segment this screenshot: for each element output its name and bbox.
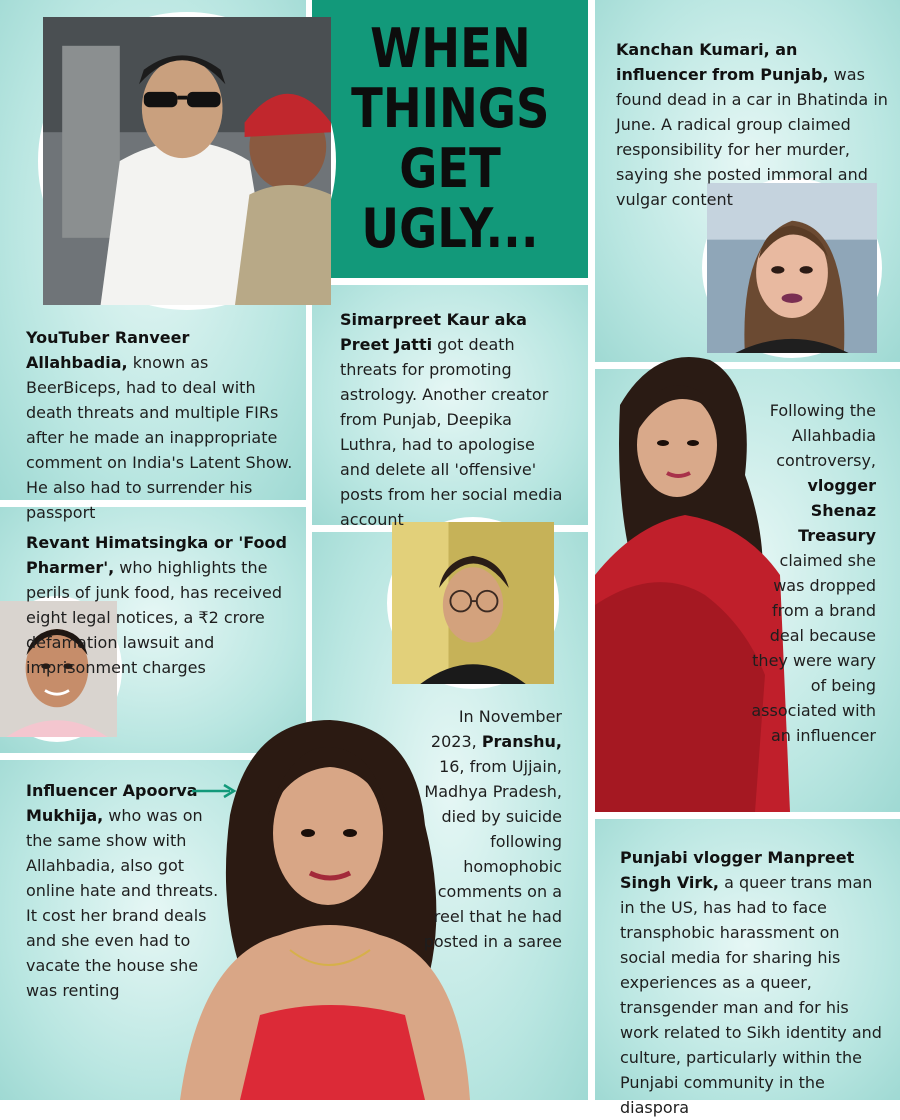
story-text: 2 crore defamation lawsuit and imprisonment charges [26, 608, 265, 677]
story-text: who was on the same show with Allahbadia, also got online hate and threats. It cost her brand deals and she even had to vacate the house she was renting [26, 806, 219, 1000]
story-ranveer [26, 325, 294, 525]
ranveer-photo-illustration [43, 17, 331, 305]
story-text: claimed she was dropped from a brand deal because they were wary of being associated with an influencer [751, 551, 876, 745]
story-text: In November 2023, [430, 707, 562, 751]
story-name: Simarpreet Kaur aka Preet Jatti [340, 310, 527, 354]
pranshu-photo [387, 517, 559, 689]
story-name: Pranshu, [481, 732, 562, 751]
headline-line: UGLY... [361, 197, 539, 260]
ranveer-photo [38, 12, 336, 310]
story-text: was found dead in a car in Bhatinda in June. A radical group claimed responsibility for her murder, saying she posted immoral and vulgar content [616, 65, 888, 209]
story-name: Kanchan Kumari, an influencer from Punjab, [616, 40, 829, 84]
story-name: YouTuber Ranveer Allahbadia, [26, 328, 190, 372]
story-apoorva [26, 778, 226, 1003]
story-name: Revant Himatsingka or 'Food Pharmer', [26, 533, 287, 577]
story-manpreet [620, 845, 882, 1120]
story-shenaz [748, 398, 876, 748]
headline-line: WHEN [369, 17, 531, 80]
story-revant [26, 530, 288, 680]
story-text: 16, from Ujjain, Madhya Pradesh, died by suicide following homophobic comments on a reel that he had posted in a saree [423, 757, 562, 951]
story-kanchan [616, 37, 888, 212]
arrow-right-icon [190, 782, 238, 800]
story-name: vlogger Shenaz Treasury [798, 476, 876, 545]
story-name: Influencer Apoorva Mukhija, [26, 781, 198, 825]
headline-line: THINGS [350, 77, 550, 140]
story-name: Punjabi vlogger Manpreet Singh Virk, [620, 848, 855, 892]
pranshu-photo-illustration [392, 522, 554, 684]
story-text: who highlights the perils of junk food, has received eight legal notices, a [26, 558, 283, 627]
rupee-icon: ₹ [198, 608, 209, 627]
story-text: known as BeerBiceps, had to deal with death threats and multiple FIRs after he made an inappropriate comment on India's Latent Show. He also had to surrender his passport [26, 353, 293, 522]
headline-line: GET [399, 137, 501, 200]
story-simarpreet [340, 307, 565, 532]
story-pranshu [420, 704, 562, 954]
headline-box [312, 0, 588, 278]
story-text: Following the Allahbadia controversy, [769, 401, 876, 470]
story-text: a queer trans man in the US, has had to face transphobic harassment on social media for sharing his experiences as a queer, transgender man and for his work related to Sikh identity and culture, particularly within the Punjabi community in the diaspora [620, 873, 882, 1117]
story-text: got death threats for promoting astrology. Another creator from Punjab, Deepika Luthra, had to apologise and delete all 'offensive' posts from her social media account [340, 335, 563, 529]
